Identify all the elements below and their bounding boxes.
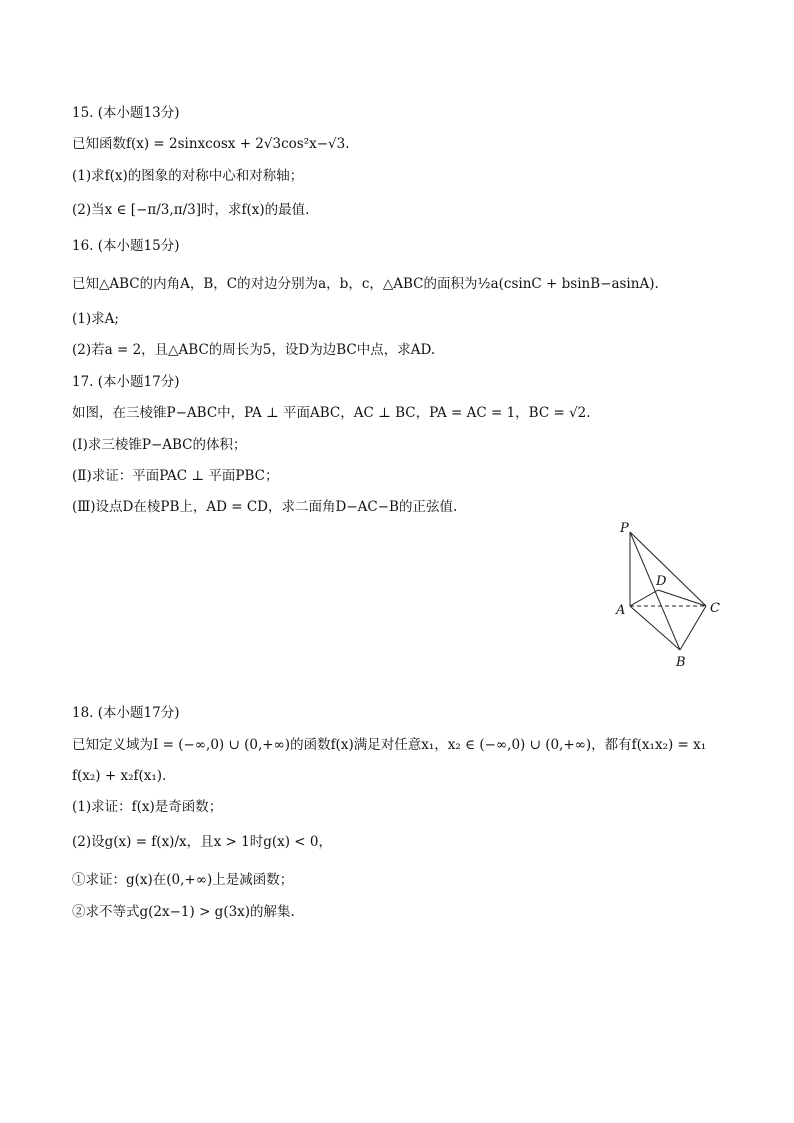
problem-17-part-3: (Ⅲ)设点D在棱PB上，AD = CD，求二面角D−AC−B的正弦值. [72, 499, 458, 515]
problem-18-part-2-1: ①求证：g(x)在(0,+∞)上是减函数； [72, 872, 294, 888]
tetrahedron-figure [606, 518, 736, 678]
problem-17-statement: 如图，在三棱锥P−ABC中，PA ⊥ 平面ABC，AC ⊥ BC，PA = AC = 1，BC = √2. [72, 405, 591, 421]
label-d: D [656, 574, 667, 589]
problem-18-statement-cont: f(x₂) + x₂f(x₁). [72, 768, 167, 784]
problem-16-part-1: (1)求A; [72, 311, 119, 327]
problem-17-part-2: (Ⅱ)求证：平面PAC ⊥ 平面PBC； [72, 468, 279, 484]
problem-15-part-2: (2)当x ∈ [−π/3,π/3]时，求f(x)的最值. [72, 202, 310, 218]
label-b: B [676, 655, 686, 670]
problem-17-part-1: (Ⅰ)求三棱锥P−ABC的体积； [72, 437, 247, 453]
problem-16-part-2: (2)若a = 2，且△ABC的周长为5，设D为边BC中点，求AD. [72, 342, 436, 358]
edge-pb [630, 532, 680, 650]
problem-18-statement: 已知定义域为I = (−∞,0) ∪ (0,+∞)的函数f(x)满足对任意x₁，x₂ ∈ (−∞,0) ∪ (0,+∞)，都有f(x₁x₂) = x₁ [72, 737, 707, 753]
problem-18-part-2-2: ②求不等式g(2x−1) > g(3x)的解集. [72, 904, 295, 920]
problem-15-header: 15. (本小题13分) [72, 105, 180, 121]
edge-pc [630, 532, 706, 606]
label-a: A [616, 603, 626, 618]
label-p: P [620, 521, 629, 536]
problem-15-part-1: (1)求f(x)的图象的对称中心和对称轴； [72, 168, 304, 184]
edge-ab [630, 606, 680, 650]
problem-18-header: 18. (本小题17分) [72, 705, 180, 721]
problem-16-header: 16. (本小题15分) [72, 238, 180, 254]
problem-17-header: 17. (本小题17分) [72, 374, 180, 390]
label-c: C [710, 601, 720, 616]
problem-18-part-1: (1)求证：f(x)是奇函数； [72, 799, 223, 815]
problem-18-part-2: (2)设g(x) = f(x)/x，且x > 1时g(x) < 0， [72, 834, 332, 850]
edge-cb [680, 606, 706, 650]
problem-16-statement: 已知△ABC的内角A，B，C的对边分别为a，b，c，△ABC的面积为½a(csinC + bsinB−asinA). [72, 276, 659, 292]
problem-15-statement: 已知函数f(x) = 2sinxcosx + 2√3cos²x−√3. [72, 136, 350, 152]
segment-dc [658, 590, 706, 606]
segment-ad [630, 590, 658, 606]
